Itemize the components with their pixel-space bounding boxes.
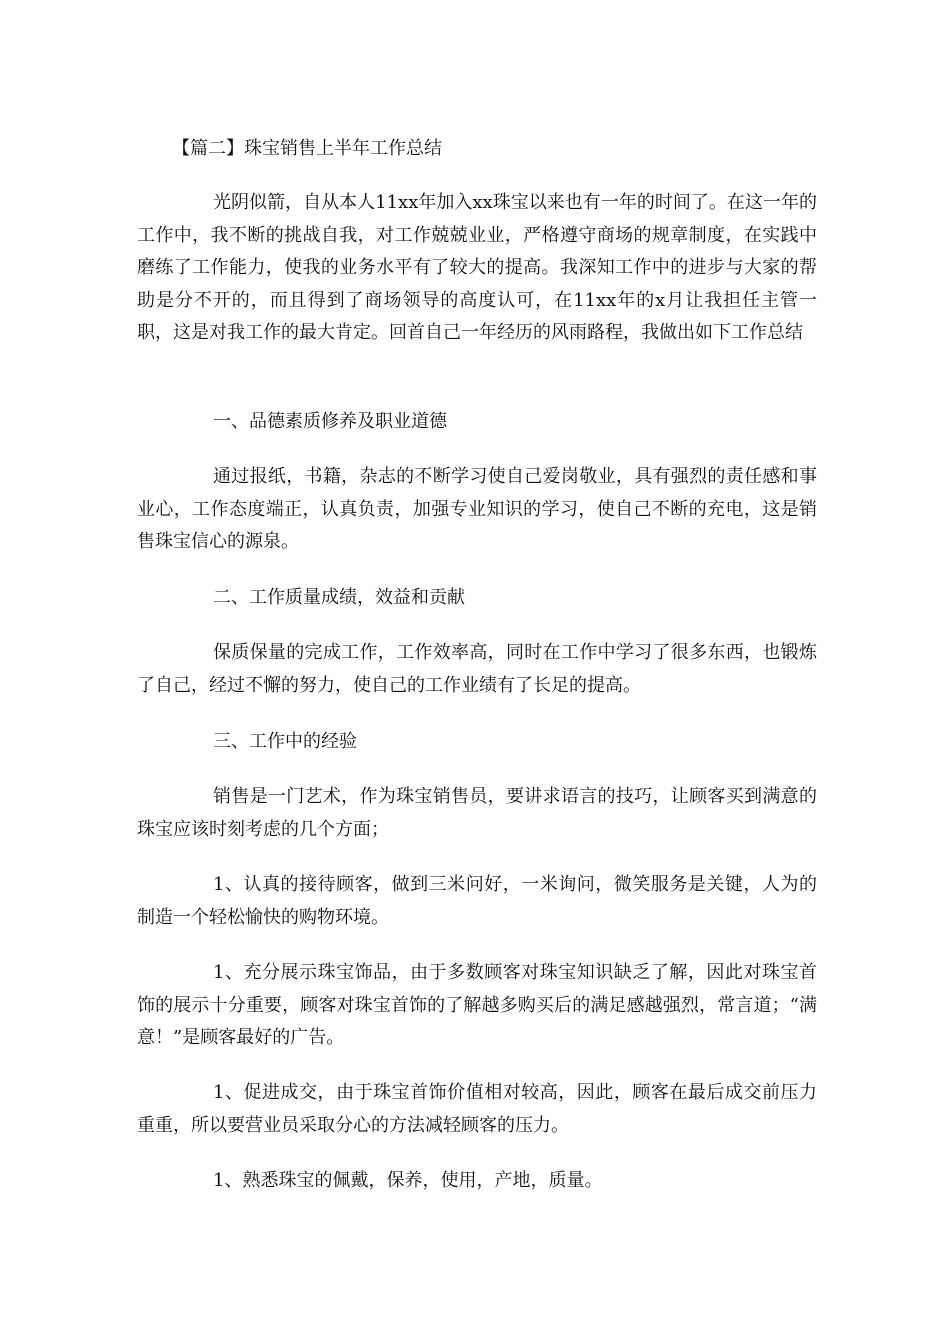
section2-paragraph: 保质保量的完成工作，工作效率高，同时在工作中学习了很多东西，也锻炼了自己，经过不懈的努力，使自己的工作业绩有了长足的提高。	[137, 642, 817, 696]
section3-heading: 三、工作中的经验	[213, 731, 357, 752]
section1-paragraph: 通过报纸，书籍，杂志的不断学习使自己爱岗敬业，具有强烈的责任感和事业心，工作态度端正，认真负责，加强专业知识的学习，使自己不断的充电，这是销售珠宝信心的源泉。	[137, 466, 817, 552]
list-item-3: 1、促进成交，由于珠宝首饰价值相对较高，因此，顾客在最后成交前压力重重，所以要营业员采取分心的方法减轻顾客的压力。	[137, 1082, 817, 1136]
section1-heading: 一、品德素质修养及职业道德	[213, 411, 447, 432]
document-title: 【篇二】珠宝销售上半年工作总结	[172, 138, 442, 159]
list-item-1: 1、认真的接待顾客，做到三米问好，一米询问，微笑服务是关键，人为的制造一个轻松愉快的购物环境。	[137, 874, 817, 928]
list-item-2: 1、充分展示珠宝饰品，由于多数顾客对珠宝知识缺乏了解，因此对珠宝首饰的展示十分重要，顾客对珠宝首饰的了解越多购买后的满足感越强烈，常言道；“满意！”是顾客最好的广告。	[137, 962, 817, 1048]
intro-paragraph: 光阴似箭，自从本人11xx年加入xx珠宝以来也有一年的时间了。在这一年的工作中，我不断的挑战自我，对工作兢兢业业，严格遵守商场的规章制度，在实践中磨练了工作能力，使我的业务水平有了较大的提高。我深知工作中的进步与大家的帮助是分不开的，而且得到了商场领导的高度认可，在11xx年的x月让我担任主管一职，这是对我工作的最大肯定。回首自己一年经历的风雨路程，我做出如下工作总结	[137, 192, 817, 343]
section3-paragraph: 销售是一门艺术，作为珠宝销售员，要讲求语言的技巧，让顾客买到满意的珠宝应该时刻考虑的几个方面；	[137, 786, 817, 840]
list-item-4: 1、熟悉珠宝的佩戴，保养，使用，产地，质量。	[213, 1170, 603, 1191]
section2-heading: 二、工作质量成绩，效益和贡献	[213, 587, 465, 608]
